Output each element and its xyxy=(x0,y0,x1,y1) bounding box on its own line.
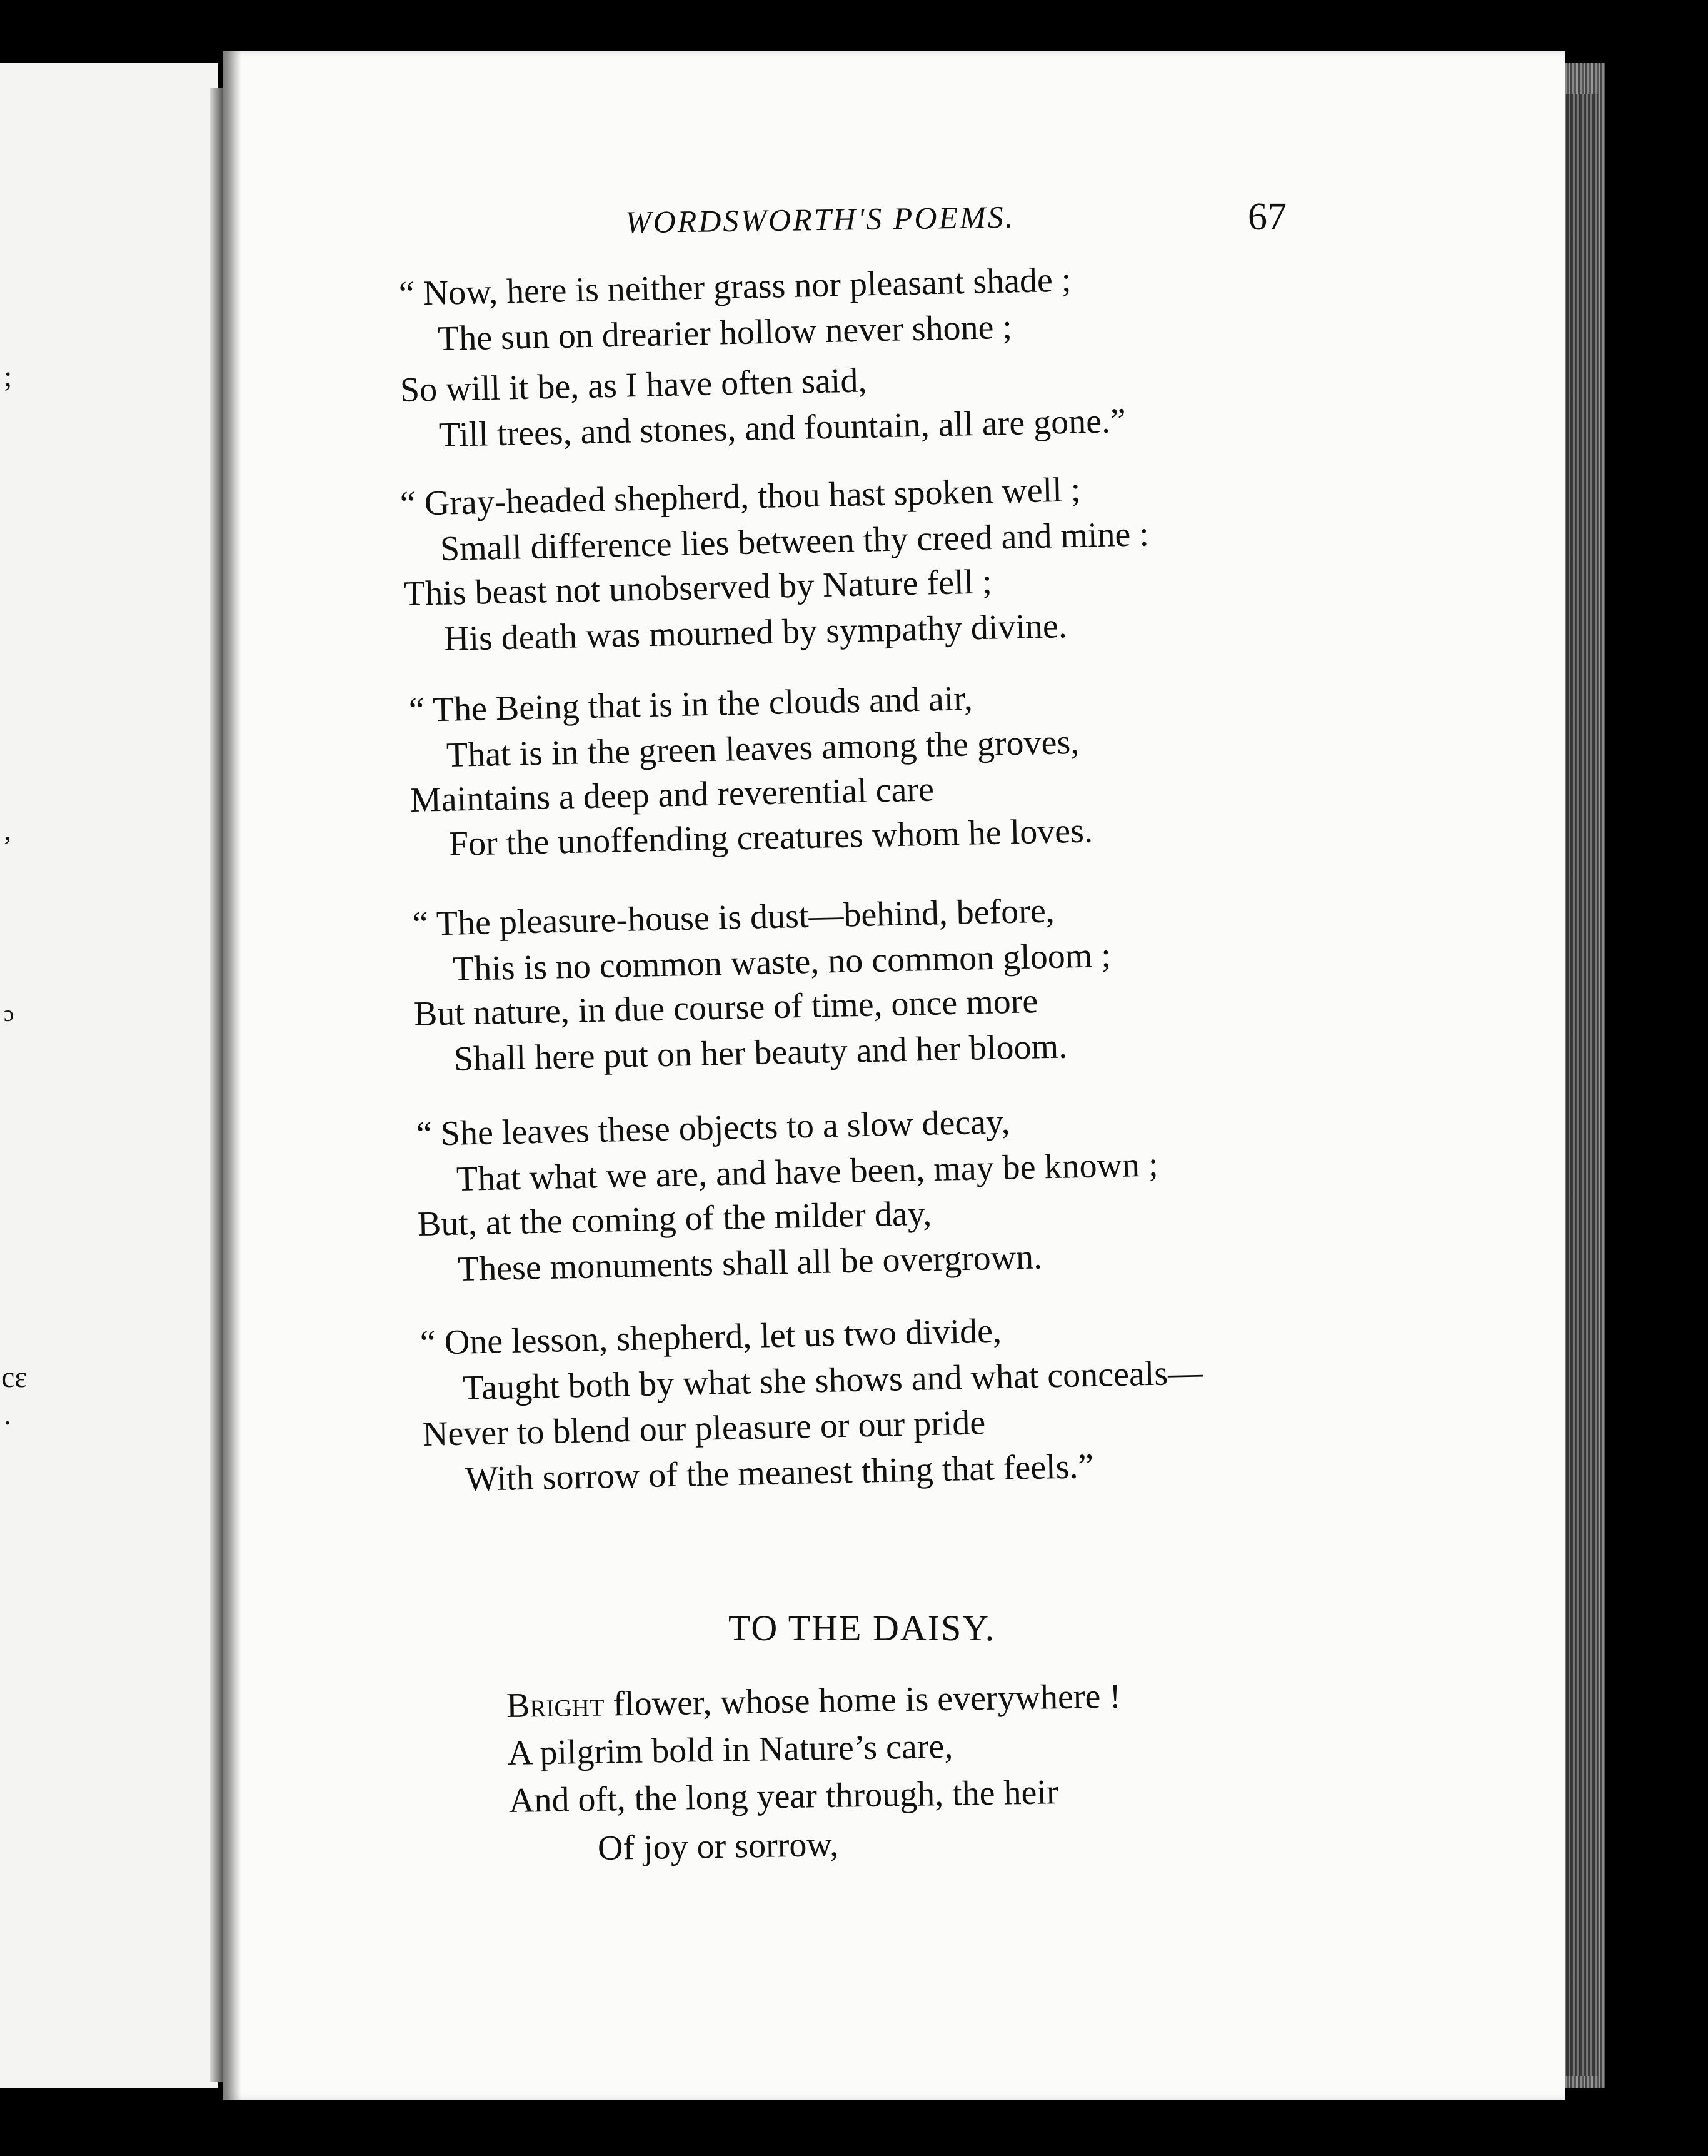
verse-line: That is in the green leaves among the groves, xyxy=(446,722,1080,775)
verse-line: “ The pleasure-house is dust—behind, before, xyxy=(412,891,1055,944)
verse-line: “ Gray-headed shepherd, thou hast spoken well ; xyxy=(399,470,1081,523)
page-number: 67 xyxy=(1248,196,1287,238)
facing-page-mark: ; xyxy=(4,360,13,393)
poem-title: TO THE DAISY. xyxy=(728,1608,996,1648)
verse-line: Small difference lies between thy creed and mine : xyxy=(440,515,1150,568)
verse-line: With sorrow of the meanest thing that feels.” xyxy=(465,1446,1094,1499)
verse-line: Of joy or sorrow, xyxy=(597,1825,839,1868)
verse-line: This is no common waste, no common gloom ; xyxy=(452,935,1112,989)
verse-line: But nature, in due course of time, once more xyxy=(413,982,1038,1034)
verse-line: “ One lesson, shepherd, let us two divide, xyxy=(419,1311,1002,1363)
verse-line: “ Now, here is neither grass nor pleasant shade ; xyxy=(398,260,1072,313)
verse-line: Taught both by what she shows and what conceals— xyxy=(462,1353,1203,1408)
facing-page-edge xyxy=(0,63,218,2088)
verse-line: “ The Being that is in the clouds and air, xyxy=(408,679,973,730)
verse-line: For the unoffending creatures whom he loves. xyxy=(448,811,1093,864)
verse-line: But, at the coming of the milder day, xyxy=(417,1194,932,1244)
facing-page-mark: , xyxy=(4,814,11,847)
verse-line: And oft, the long year through, the heir xyxy=(508,1773,1059,1820)
verse-line-rest: flower, whose home is everywhere ! xyxy=(604,1676,1122,1724)
verse-line: That what we are, and have been, may be known ; xyxy=(456,1145,1159,1199)
facing-page-mark: cɛ xyxy=(1,1361,28,1394)
book-page-edges-inner xyxy=(1562,94,1598,2076)
verse-line: The sun on drearier hollow never shone ; xyxy=(437,307,1013,358)
verse-line: So will it be, as I have often said, xyxy=(399,361,868,410)
verse-line: This beast not unobserved by Nature fell ; xyxy=(403,562,993,613)
verse-line-first xyxy=(506,1676,1122,1725)
verse-line: Never to blend our pleasure or our pride xyxy=(422,1403,986,1454)
drop-word: Bright xyxy=(506,1685,605,1725)
verse-line: These monuments shall all be overgrown. xyxy=(457,1237,1043,1289)
verse-line: Shall here put on her beauty and her bloom. xyxy=(453,1027,1068,1079)
verse-line: Maintains a deep and reverential care xyxy=(409,770,935,820)
verse-line: “ She leaves these objects to a slow decay, xyxy=(416,1102,1011,1154)
running-header: WORDSWORTH'S POEMS. xyxy=(625,199,1015,240)
page-curl-shadow xyxy=(223,51,241,2100)
facing-page-mark: ɔ xyxy=(4,1001,14,1026)
verse-line: Till trees, and stones, and fountain, all are gone.” xyxy=(438,401,1127,455)
facing-page-mark: . xyxy=(4,1398,11,1431)
verse-line: A pilgrim bold in Nature’s care, xyxy=(507,1726,953,1773)
verse-line: His death was mourned by sympathy divine. xyxy=(443,607,1068,658)
